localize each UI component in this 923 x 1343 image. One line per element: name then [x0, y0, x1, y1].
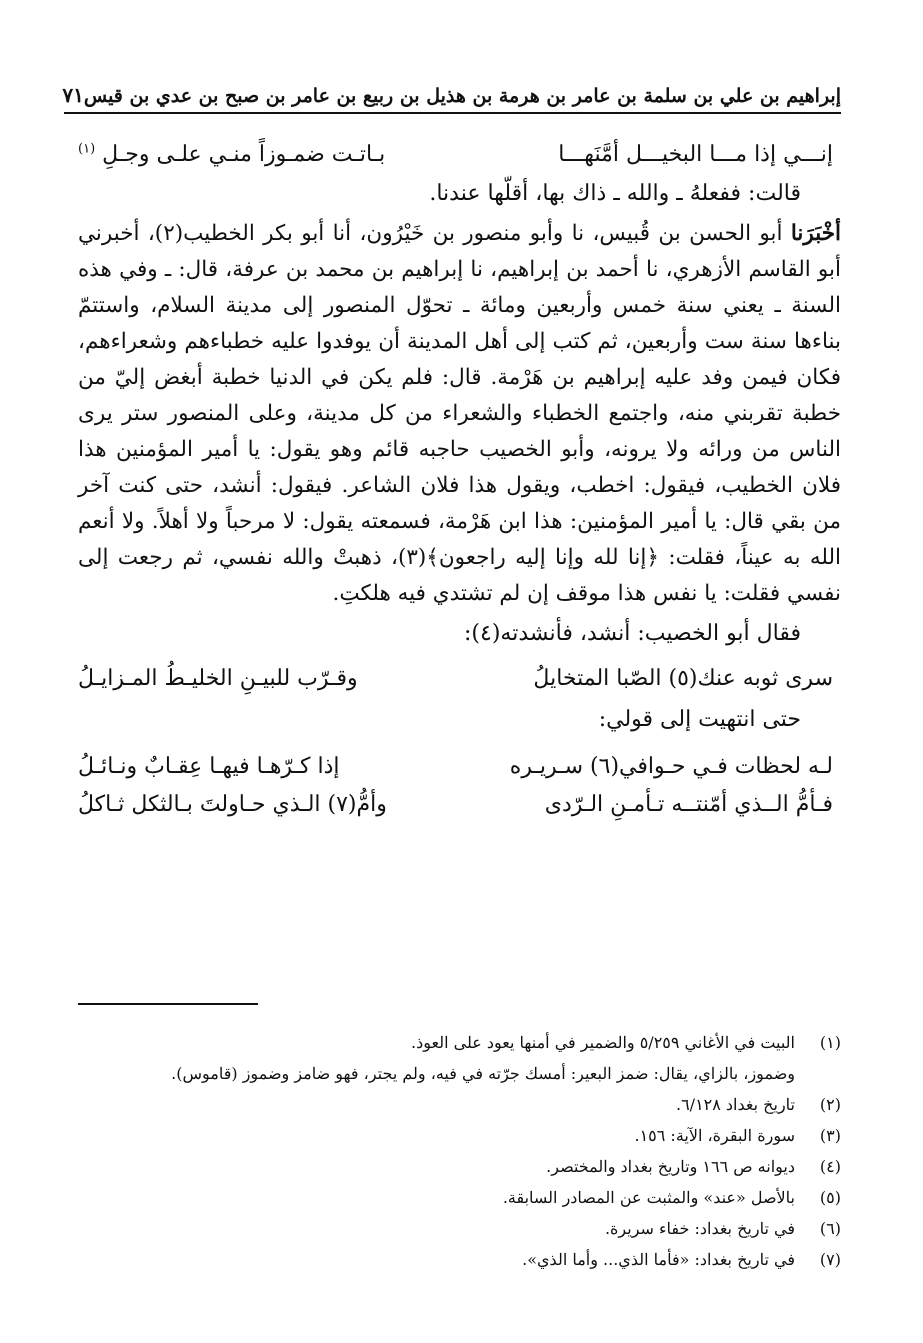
- footnote-number: (١): [819, 1033, 841, 1052]
- verse-second-text: بـاتـت ضمـوزاً منـي علـى وجـلِ: [102, 142, 386, 167]
- narration-line: قالت: ففعلهُ ـ والله ـ ذاك بها، أقلّها عندنا.: [429, 181, 801, 206]
- footnote-text: البيت في الأغاني ٥/٢٥٩ والضمير في أمنها يعود على العوذ.: [411, 1033, 795, 1052]
- footnote-item: [78, 1151, 841, 1182]
- footnote-item: [78, 1120, 841, 1151]
- verse-second-hemistich: وقـرّب للبيـنِ الخليـطُ المـزايـلُ: [78, 666, 358, 691]
- footnote-text: في تاريخ بغداد: خفاء سريرة.: [604, 1219, 795, 1238]
- page-header: [64, 72, 841, 114]
- verse-first-hemistich: إنـــي إذا مـــا البخيـــل أمَّنَهـــا: [558, 142, 833, 167]
- verse-first-hemistich: لـه لحظات فـي حـوافي(٦) سـريـره: [509, 754, 833, 779]
- narration-line: فقال أبو الخصيب: أنشد، فأنشدته(٤):: [463, 621, 801, 646]
- narration-line: حتى انتهيت إلى قولي:: [598, 707, 801, 732]
- footnote-text: بالأصل «عند» والمثبت عن المصادر السابقة.: [502, 1188, 795, 1207]
- running-title: إبراهيم بن علي بن سلمة بن عامر بن هرمة بن هذيل بن ربيع بن عامر بن صبح بن عدي بن قيس: [83, 85, 841, 107]
- verse-second-hemistich: [78, 140, 440, 170]
- verse-first-hemistich: سرى ثوبه عنك(٥) الصّبا المتخايلُ: [533, 666, 833, 691]
- verse-line: [78, 664, 841, 694]
- footnote-number: (٤): [819, 1157, 841, 1176]
- page-body: [78, 140, 841, 828]
- footnote-number: (٦): [819, 1219, 841, 1238]
- footnote-item: [78, 1089, 841, 1120]
- footnote-item: [78, 1027, 841, 1058]
- footnote-text: ديوانه ص ١٦٦ وتاريخ بغداد والمختصر.: [546, 1157, 795, 1176]
- verse-line: [78, 790, 841, 820]
- verse-second-hemistich: وأمُّ(٧) الـذي حـاولتَ بـالثكل ثـاكلُ: [78, 792, 387, 817]
- verse-line: [78, 752, 841, 782]
- footnote-item: [78, 1182, 841, 1213]
- footnote-number: (٢): [819, 1095, 841, 1114]
- verse-second-hemistich: إذا كـرّهـا فيهـا عِقـابٌ ونـائـلُ: [78, 754, 340, 779]
- footnote-number: (٥): [819, 1188, 841, 1207]
- footnote-text: في تاريخ بغداد: «فأما الذي... وأما الذي».: [522, 1250, 795, 1269]
- footnote-text: سورة البقرة، الآية: ١٥٦.: [634, 1126, 795, 1145]
- footnote-continuation: وضموز، بالزاي، يقال: ضمز البعير: أمسك جرّته في فيه، ولم يجتر، فهو ضامز وضموز (قاموس).: [171, 1064, 795, 1083]
- footnote-separator: [78, 1003, 258, 1005]
- footnote-number: (٧): [819, 1250, 841, 1269]
- paragraph-lead: أخْبَرَنا: [790, 221, 841, 246]
- footnotes: [78, 1027, 841, 1275]
- footnote-item: [78, 1244, 841, 1275]
- verse-first-hemistich: فـأمُّ الــذي أمّنتــه تـأمـنِ الـرّدى: [544, 792, 833, 817]
- paragraph-text: أبو الحسن بن قُبيس، نا وأبو منصور بن خَيْرُون، أنا أبو بكر الخطيب(٢)، أخبرني أبو القاسم الأزهري، نا أحمد بن إبراهيم، نا إبراهيم بن محمد بن عرفة، قال: ـ وفي هذه السنة ـ يعني سنة خمس وأربعين ومائة ـ تحوّل المنصور إلى مدينة السلام، واستتمّ بناءها سنة ست وأربعين، ثم كتب إلى أهل المدينة أن يوفدوا عليه خطباءهم وشعراءهم، فكان فيمن وفد عليه إبراهيم بن هَرْمة. قال: فلم يكن في الدنيا خطبة أبغض إليّ من خطبة تقربني منه، واجتمع الخطباء والشعراء من كل مدينة، وعلى المنصور ستر يرى الناس من ورائه ولا يرونه، وأبو الخصيب حاجبه قائم وهو يقول: يا أمير المؤمنين هذا فلان الخطيب، فيقول: اخطب، ويقول هذا فلان الشاعر. فيقول: أنشد، حتى كنت آخر من بقي قال: يا أمير المؤمنين: هذا ابن هَرْمة، فسمعته يقول: لا مرحباً ولا أهلاً. ولا أنعم الله به عيناً، فقلت: ﴿إنا لله وإنا إليه راجعون﴾(٣)، ذهبتْ والله نفسي، ثم رجعت إلى نفسي فقلت: يا نفس هذا موقف إن لم تشتدي فيه هلكتِ.: [78, 221, 841, 606]
- footnote-number: (٣): [819, 1126, 841, 1145]
- footnote-ref: (١): [78, 141, 96, 157]
- main-paragraph: [78, 216, 841, 612]
- footnote-text: تاريخ بغداد ٦/١٢٨.: [675, 1095, 795, 1114]
- page-number: ٧١: [62, 83, 84, 107]
- verse-line: [78, 140, 841, 170]
- footnote-item: [78, 1213, 841, 1244]
